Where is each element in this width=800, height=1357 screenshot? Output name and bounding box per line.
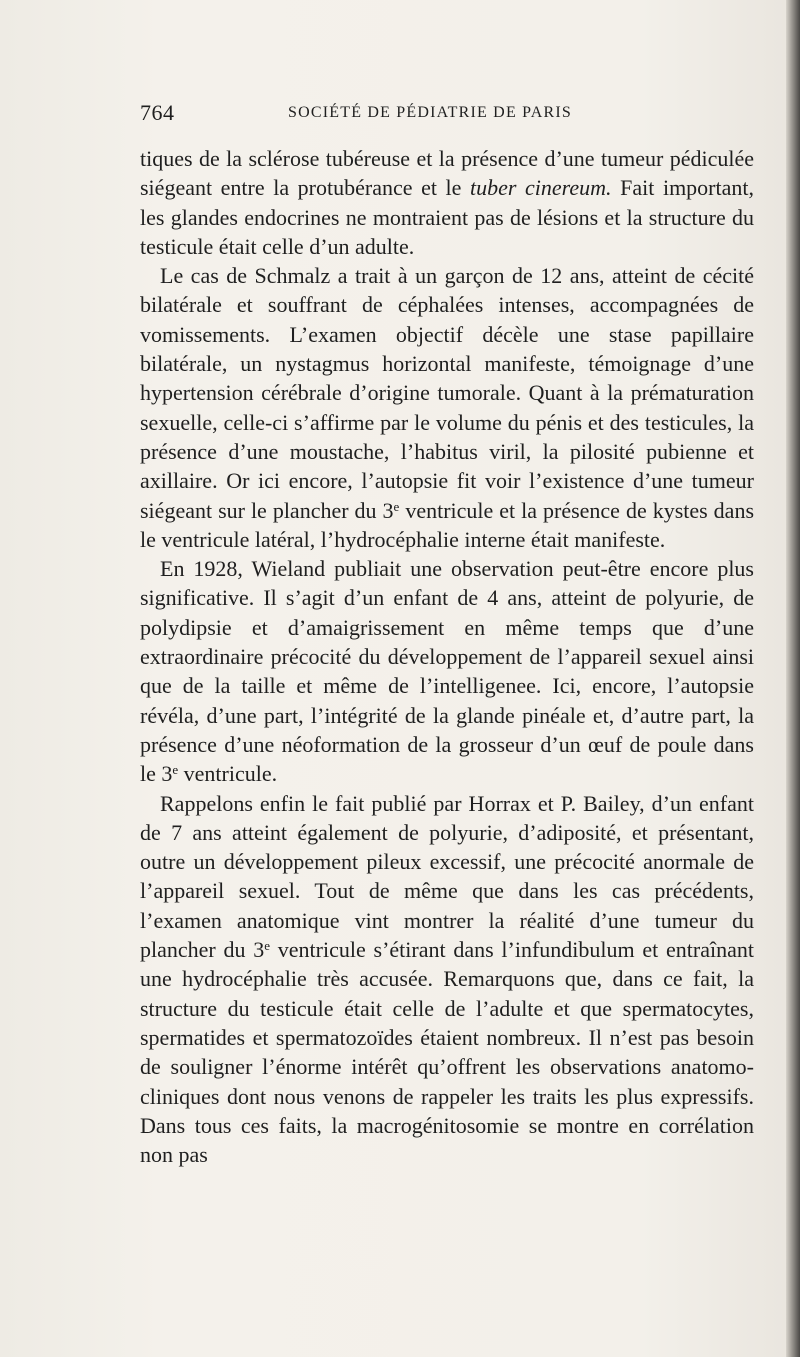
page-header — [140, 100, 754, 130]
paragraph-2: Le cas de Schmalz a trait à un garçon de 12 ans, atteint de cécité bilatérale et souffrant de céphalées intenses, accompagnées de vomissements. L’examen objectif décèle une stase papillaire bilatérale, un nystagmus horizontal manifeste, témoignage d’une hypertension cérébrale d’origine tumorale. Quant à la prématuration sexuelle, celle-ci s’affirme par le volume du pénis et des testicules, la présence d’une moustache, l’habitus viril, la pilosité pubienne et axillaire. Or ici encore, l’autopsie fit voir l’existence d’une tumeur siégeant sur le plancher du 3e ventricule et la présence de kystes dans le ventricule latéral, l’hydrocéphalie interne était manifeste. — [140, 263, 755, 552]
superscript: e — [172, 762, 179, 778]
page-number: 764 — [140, 100, 175, 125]
running-title: SOCIÉTÉ DE PÉDIATRIE DE PARIS — [288, 104, 572, 121]
paragraph-1: tiques de la sclérose tubéreuse et la présence d’une tumeur pédiculée siégeant entre la protubérance et le tuber cinereum. Fait important, les glandes endocrines ne montraient pas de lésions et la structure du testicule était celle d’un adulte. — [140, 146, 754, 259]
superscript: e — [393, 498, 400, 514]
paragraph-3: En 1928, Wieland publiait une observation peut-être encore plus significative. Il s’agit d’un enfant de 4 ans, atteint de polyurie, de polydipsie et d’amaigrissement en même temps que d’une extraordinaire précocité du développement de l’appareil sexuel ainsi que de la taille et même de l’intelligenee. Ici, encore, l’autopsie révéla, d’une part, l’intégrité de la glande pinéale et, d’autre part, la présence d’une néoformation de la grosseur d’un œuf de poule dans le 3e ventricule. — [140, 556, 754, 787]
paragraph-4: Rappelons enfin le fait publié par Horrax et P. Bailey, d’un enfant de 7 ans atteint également de polyurie, d’adiposité, et présentant, outre un développement pileux excessif, une précocité anormale de l’appareil sexuel. Tout de même que dans les cas précédents, l’examen anatomique vint montrer la réalité d’une tumeur du plancher du 3e ventricule s’étirant dans l’infundibulum et entraînant une hydrocéphalie très accusée. Remarquons que, dans ce fait, la structure du testicule était celle de l’adulte et que spermatocytes, spermatides et spermatozoïdes étaient nombreux. Il n’est pas besoin de souligner l’énorme intérêt qu’offrent les observations anatomo-cliniques dont nous venons de rappeler les traits les plus expressifs. Dans tous ces faits, la macrogénitosomie se montre en corrélation non pas — [140, 790, 754, 1168]
body-text — [140, 144, 754, 1169]
italic-term: tuber cinereum. — [470, 175, 612, 201]
page-edge-shadow — [786, 0, 800, 1357]
superscript: e — [264, 938, 271, 954]
